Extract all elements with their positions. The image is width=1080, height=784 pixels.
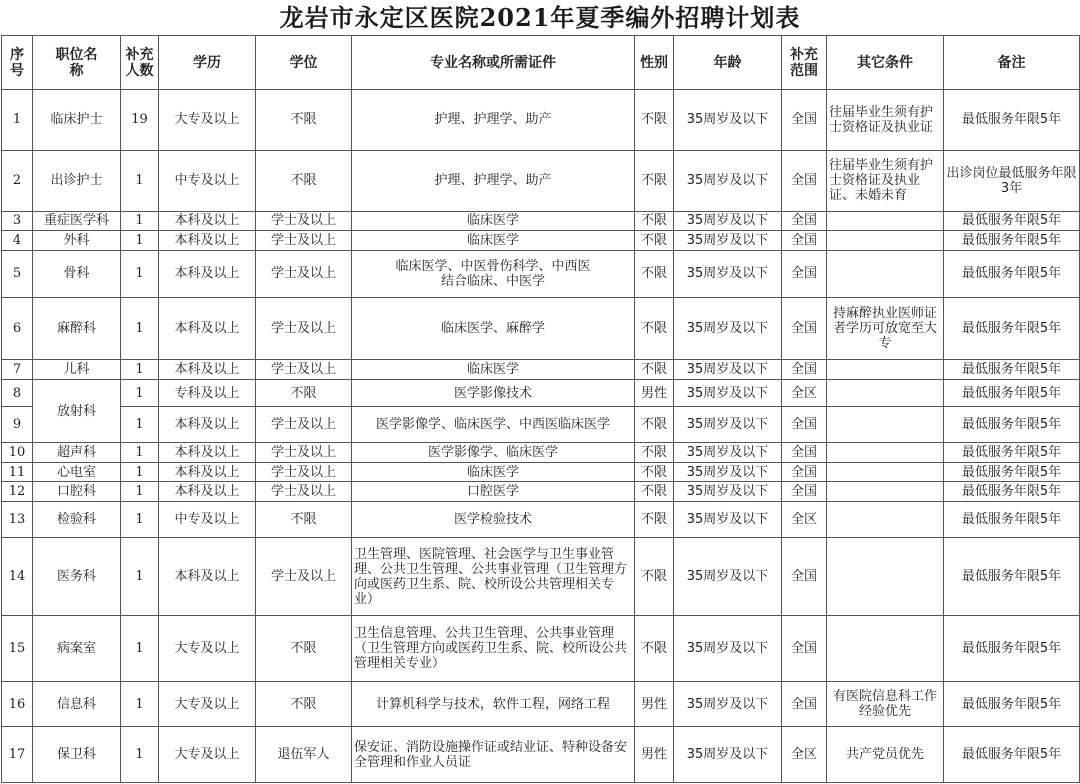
cell-major: 临床医学	[352, 462, 635, 482]
table-row	[2, 616, 1080, 682]
cell-scope: 全国	[782, 537, 827, 615]
cell-scope: 全国	[782, 250, 827, 297]
cell-major: 口腔医学	[352, 482, 635, 502]
cell-remark: 最低服务年限5年	[944, 443, 1080, 463]
cell-seq: 10	[2, 443, 33, 463]
cell-degree: 学士及以上	[256, 407, 352, 443]
cell-position: 口腔科	[33, 482, 121, 502]
cell-gender: 不限	[635, 407, 674, 443]
cell-scope: 全国	[782, 682, 827, 727]
table-row	[2, 462, 1080, 482]
cell-seq: 11	[2, 462, 33, 482]
cell-count: 1	[121, 231, 159, 251]
header-remark: 备注	[944, 36, 1080, 90]
table-row	[2, 90, 1080, 151]
cell-count: 1	[121, 616, 159, 682]
table-row	[2, 727, 1080, 783]
cell-position: 麻醉科	[33, 297, 121, 359]
cell-scope: 全国	[782, 443, 827, 463]
cell-remark: 最低服务年限5年	[944, 537, 1080, 615]
cell-age: 35周岁及以下	[674, 211, 782, 231]
cell-remark: 最低服务年限5年	[944, 359, 1080, 380]
cell-education: 本科及以上	[159, 297, 256, 359]
header-degree: 学位	[256, 36, 352, 90]
cell-remark: 最低服务年限5年	[944, 682, 1080, 727]
cell-age: 35周岁及以下	[674, 90, 782, 151]
cell-education: 本科及以上	[159, 407, 256, 443]
cell-gender: 不限	[635, 482, 674, 502]
cell-scope: 全国	[782, 407, 827, 443]
cell-remark: 最低服务年限5年	[944, 482, 1080, 502]
cell-gender: 不限	[635, 501, 674, 537]
header-gender: 性别	[635, 36, 674, 90]
cell-age: 35周岁及以下	[674, 250, 782, 297]
cell-age: 35周岁及以下	[674, 407, 782, 443]
cell-degree: 学士及以上	[256, 359, 352, 380]
cell-degree: 学士及以上	[256, 537, 352, 615]
header-scope: 补充范围	[782, 36, 827, 90]
cell-seq: 6	[2, 297, 33, 359]
cell-major: 临床医学、麻醉学	[352, 297, 635, 359]
cell-remark: 最低服务年限5年	[944, 250, 1080, 297]
cell-education: 本科及以上	[159, 443, 256, 463]
cell-scope: 全国	[782, 359, 827, 380]
cell-major: 临床医学	[352, 211, 635, 231]
cell-gender: 不限	[635, 462, 674, 482]
cell-other	[827, 616, 944, 682]
table-row	[2, 537, 1080, 615]
cell-degree: 学士及以上	[256, 462, 352, 482]
cell-major: 卫生管理、医院管理、社会医学与卫生事业管理、公共卫生管理、公共事业管理（卫生管理方向或医药卫生系、院、校所设公共管理相关专业）	[352, 537, 635, 615]
cell-other: 往届毕业生须有护士资格证及执业证	[827, 90, 944, 151]
cell-seq: 15	[2, 616, 33, 682]
cell-gender: 男性	[635, 682, 674, 727]
table-row	[2, 682, 1080, 727]
cell-scope: 全国	[782, 616, 827, 682]
cell-other: 有医院信息科工作经验优先	[827, 682, 944, 727]
cell-degree: 学士及以上	[256, 250, 352, 297]
cell-scope: 全区	[782, 501, 827, 537]
cell-position: 超声科	[33, 443, 121, 463]
cell-seq: 13	[2, 501, 33, 537]
cell-education: 本科及以上	[159, 359, 256, 380]
table-row	[2, 211, 1080, 231]
cell-count: 1	[121, 211, 159, 231]
header-age: 年龄	[674, 36, 782, 90]
cell-education: 中专及以上	[159, 501, 256, 537]
cell-major: 医学影像学、临床医学、中西医临床医学	[352, 407, 635, 443]
cell-scope: 全国	[782, 297, 827, 359]
cell-gender: 不限	[635, 537, 674, 615]
cell-other	[827, 211, 944, 231]
cell-count: 1	[121, 727, 159, 783]
cell-degree: 学士及以上	[256, 231, 352, 251]
cell-major: 医学影像学、临床医学	[352, 443, 635, 463]
cell-gender: 不限	[635, 150, 674, 211]
cell-major: 医学检验技术	[352, 501, 635, 537]
cell-gender: 不限	[635, 443, 674, 463]
cell-position: 儿科	[33, 359, 121, 380]
header-row	[2, 36, 1080, 90]
cell-age: 35周岁及以下	[674, 297, 782, 359]
cell-position: 病案室	[33, 616, 121, 682]
cell-count: 1	[121, 250, 159, 297]
cell-count: 1	[121, 297, 159, 359]
table-row	[2, 380, 1080, 407]
cell-remark: 最低服务年限5年	[944, 462, 1080, 482]
cell-major: 医学影像技术	[352, 380, 635, 407]
cell-gender: 男性	[635, 727, 674, 783]
cell-degree: 学士及以上	[256, 482, 352, 502]
cell-degree: 学士及以上	[256, 443, 352, 463]
cell-age: 35周岁及以下	[674, 443, 782, 463]
cell-position: 心电室	[33, 462, 121, 482]
cell-other	[827, 443, 944, 463]
recruitment-table	[1, 35, 1080, 783]
cell-gender: 不限	[635, 297, 674, 359]
table-row	[2, 501, 1080, 537]
cell-count: 1	[121, 462, 159, 482]
cell-degree: 不限	[256, 501, 352, 537]
table-row	[2, 359, 1080, 380]
cell-scope: 全国	[782, 211, 827, 231]
cell-education: 本科及以上	[159, 231, 256, 251]
cell-scope: 全国	[782, 482, 827, 502]
table-row	[2, 231, 1080, 251]
cell-age: 35周岁及以下	[674, 359, 782, 380]
cell-scope: 全国	[782, 231, 827, 251]
cell-seq: 16	[2, 682, 33, 727]
cell-seq: 14	[2, 537, 33, 615]
cell-seq: 9	[2, 407, 33, 443]
header-position: 职位名称	[33, 36, 121, 90]
cell-position: 保卫科	[33, 727, 121, 783]
page-title: 龙岩市永定区医院2021年夏季编外招聘计划表	[279, 3, 801, 32]
cell-position: 骨科	[33, 250, 121, 297]
cell-seq: 2	[2, 150, 33, 211]
cell-education: 专科及以上	[159, 380, 256, 407]
cell-education: 本科及以上	[159, 250, 256, 297]
cell-gender: 男性	[635, 380, 674, 407]
cell-count: 1	[121, 380, 159, 407]
cell-other	[827, 380, 944, 407]
cell-age: 35周岁及以下	[674, 231, 782, 251]
cell-seq: 4	[2, 231, 33, 251]
cell-gender: 不限	[635, 231, 674, 251]
cell-gender: 不限	[635, 616, 674, 682]
cell-major: 临床医学、中医骨伤科学、中西医结合临床、中医学	[352, 250, 635, 297]
cell-degree: 学士及以上	[256, 297, 352, 359]
cell-remark: 最低服务年限5年	[944, 297, 1080, 359]
cell-other	[827, 482, 944, 502]
cell-age: 35周岁及以下	[674, 380, 782, 407]
table-row	[2, 443, 1080, 463]
cell-seq: 12	[2, 482, 33, 502]
cell-scope: 全国	[782, 90, 827, 151]
header-education: 学历	[159, 36, 256, 90]
cell-remark: 最低服务年限5年	[944, 407, 1080, 443]
cell-education: 本科及以上	[159, 537, 256, 615]
cell-remark: 最低服务年限5年	[944, 231, 1080, 251]
cell-count: 1	[121, 682, 159, 727]
cell-gender: 不限	[635, 359, 674, 380]
cell-education: 大专及以上	[159, 727, 256, 783]
cell-age: 35周岁及以下	[674, 501, 782, 537]
cell-age: 35周岁及以下	[674, 150, 782, 211]
cell-other	[827, 462, 944, 482]
cell-remark: 最低服务年限5年	[944, 90, 1080, 151]
cell-other	[827, 407, 944, 443]
cell-seq: 5	[2, 250, 33, 297]
cell-position: 信息科	[33, 682, 121, 727]
cell-education: 中专及以上	[159, 150, 256, 211]
cell-remark: 最低服务年限5年	[944, 616, 1080, 682]
cell-degree: 不限	[256, 90, 352, 151]
cell-position: 临床护士	[33, 90, 121, 151]
table-row	[2, 482, 1080, 502]
cell-remark: 最低服务年限5年	[944, 211, 1080, 231]
cell-position: 外科	[33, 231, 121, 251]
cell-other	[827, 359, 944, 380]
cell-degree: 退伍军人	[256, 727, 352, 783]
cell-education: 本科及以上	[159, 211, 256, 231]
cell-other: 往届毕业生须有护士资格证及执业证、未婚未育	[827, 150, 944, 211]
table-row	[2, 150, 1080, 211]
cell-major: 临床医学	[352, 231, 635, 251]
cell-major: 保安证、消防设施操作证或结业证、特种设备安全管理和作业人员证	[352, 727, 635, 783]
cell-seq: 1	[2, 90, 33, 151]
cell-education: 大专及以上	[159, 616, 256, 682]
cell-other: 持麻醉执业医师证者学历可放宽至大专	[827, 297, 944, 359]
cell-scope: 全国	[782, 150, 827, 211]
cell-age: 35周岁及以下	[674, 462, 782, 482]
cell-major: 护理、护理学、助产	[352, 90, 635, 151]
cell-position: 放射科	[33, 380, 121, 443]
cell-age: 35周岁及以下	[674, 537, 782, 615]
cell-count: 1	[121, 537, 159, 615]
cell-count: 1	[121, 501, 159, 537]
header-other: 其它条件	[827, 36, 944, 90]
cell-remark: 出诊岗位最低服务年限3年	[944, 150, 1080, 211]
cell-education: 本科及以上	[159, 462, 256, 482]
cell-age: 35周岁及以下	[674, 616, 782, 682]
cell-other	[827, 537, 944, 615]
header-count: 补充人数	[121, 36, 159, 90]
cell-position: 出诊护士	[33, 150, 121, 211]
cell-gender: 不限	[635, 250, 674, 297]
cell-remark: 最低服务年限5年	[944, 501, 1080, 537]
cell-other	[827, 250, 944, 297]
cell-count: 1	[121, 407, 159, 443]
cell-count: 19	[121, 90, 159, 151]
cell-age: 35周岁及以下	[674, 682, 782, 727]
cell-other	[827, 231, 944, 251]
cell-education: 大专及以上	[159, 682, 256, 727]
header-major: 专业名称或所需证件	[352, 36, 635, 90]
cell-age: 35周岁及以下	[674, 727, 782, 783]
cell-position: 检验科	[33, 501, 121, 537]
cell-gender: 不限	[635, 211, 674, 231]
header-seq: 序号	[2, 36, 33, 90]
cell-degree: 不限	[256, 682, 352, 727]
cell-seq: 7	[2, 359, 33, 380]
cell-major: 计算机科学与技术，软件工程，网络工程	[352, 682, 635, 727]
cell-count: 1	[121, 150, 159, 211]
cell-major: 护理、护理学、助产	[352, 150, 635, 211]
cell-scope: 全区	[782, 727, 827, 783]
cell-count: 1	[121, 443, 159, 463]
cell-seq: 3	[2, 211, 33, 231]
cell-seq: 8	[2, 380, 33, 407]
cell-position: 医务科	[33, 537, 121, 615]
cell-count: 1	[121, 359, 159, 380]
table-row	[2, 297, 1080, 359]
cell-remark: 最低服务年限5年	[944, 727, 1080, 783]
cell-remark: 最低服务年限5年	[944, 380, 1080, 407]
cell-age: 35周岁及以下	[674, 482, 782, 502]
cell-count: 1	[121, 482, 159, 502]
cell-education: 本科及以上	[159, 482, 256, 502]
cell-degree: 学士及以上	[256, 211, 352, 231]
cell-other: 共产党员优先	[827, 727, 944, 783]
cell-scope: 全区	[782, 380, 827, 407]
cell-degree: 不限	[256, 150, 352, 211]
cell-seq: 17	[2, 727, 33, 783]
table-row	[2, 407, 1080, 443]
table-row	[2, 250, 1080, 297]
cell-scope: 全国	[782, 462, 827, 482]
cell-education: 大专及以上	[159, 90, 256, 151]
cell-major: 卫生信息管理、公共卫生管理、公共事业管理（卫生管理方向或医药卫生系、院、校所设公共管理相关专业）	[352, 616, 635, 682]
cell-position: 重症医学科	[33, 211, 121, 231]
cell-major: 临床医学	[352, 359, 635, 380]
cell-other	[827, 501, 944, 537]
cell-degree: 不限	[256, 616, 352, 682]
cell-gender: 不限	[635, 90, 674, 151]
cell-degree: 不限	[256, 380, 352, 407]
